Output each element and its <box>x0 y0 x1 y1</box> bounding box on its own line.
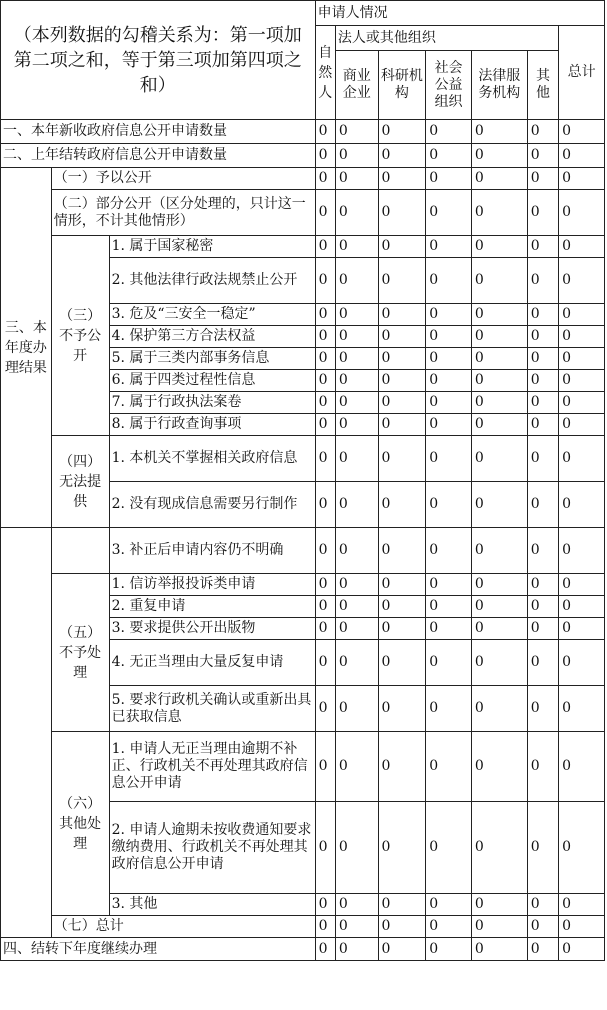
header-applicant: 申请人情况 <box>315 1 604 26</box>
value-cell: 0 <box>315 370 335 392</box>
item-label: 2. 重复申请 <box>109 596 315 618</box>
header-note: （本列数据的勾稽关系为：第一项加第二项之和，等于第三项加第四项之和） <box>1 1 316 120</box>
section-3-continued <box>1 528 52 938</box>
value-cell: 0 <box>315 574 335 596</box>
table-row <box>1 436 605 482</box>
value-cell: 0 <box>527 916 558 938</box>
value-cell: 0 <box>315 144 335 168</box>
value-cell: 0 <box>527 436 558 482</box>
value-cell: 0 <box>426 414 472 436</box>
table-row <box>1 190 605 236</box>
value-cell: 0 <box>335 436 378 482</box>
value-cell: 0 <box>559 190 605 236</box>
header-natural-person: 自然人 <box>315 26 335 120</box>
value-cell: 0 <box>527 528 558 574</box>
value-cell: 0 <box>378 894 426 916</box>
item-label: 3. 补正后申请内容仍不明确 <box>109 528 315 574</box>
row-label-partially-disclosed: （二）部分公开（区分处理的，只计这一情形，不计其他情形） <box>51 190 315 236</box>
value-cell: 0 <box>426 574 472 596</box>
value-cell: 0 <box>527 144 558 168</box>
value-cell: 0 <box>471 436 527 482</box>
value-cell: 0 <box>378 144 426 168</box>
value-cell: 0 <box>378 168 426 190</box>
item-label: 7. 属于行政执法案卷 <box>109 392 315 414</box>
value-cell: 0 <box>315 938 335 961</box>
table-row <box>1 236 605 258</box>
value-cell: 0 <box>559 348 605 370</box>
value-cell: 0 <box>559 414 605 436</box>
value-cell: 0 <box>426 326 472 348</box>
row-label-new-requests: 一、本年新收政府信息公开申请数量 <box>1 120 316 144</box>
value-cell: 0 <box>471 618 527 640</box>
value-cell: 0 <box>335 392 378 414</box>
value-cell: 0 <box>426 686 472 732</box>
value-cell: 0 <box>378 392 426 414</box>
value-cell: 0 <box>315 528 335 574</box>
value-cell: 0 <box>378 938 426 961</box>
value-cell: 0 <box>315 414 335 436</box>
value-cell: 0 <box>335 618 378 640</box>
value-cell: 0 <box>471 144 527 168</box>
value-cell: 0 <box>315 618 335 640</box>
item-label: 3. 其他 <box>109 894 315 916</box>
value-cell: 0 <box>527 574 558 596</box>
item-label: 1. 信访举报投诉类申请 <box>109 574 315 596</box>
value-cell: 0 <box>559 120 605 144</box>
value-cell: 0 <box>527 732 558 802</box>
group-label-cannot-provide: （四）无法提供 <box>51 436 109 528</box>
value-cell: 0 <box>426 894 472 916</box>
value-cell: 0 <box>426 190 472 236</box>
value-cell: 0 <box>527 596 558 618</box>
section-3-label: 三、本年度办理结果 <box>1 168 52 528</box>
value-cell: 0 <box>378 596 426 618</box>
value-cell: 0 <box>378 258 426 304</box>
item-label: 5. 要求行政机关确认或重新出具已获取信息 <box>109 686 315 732</box>
value-cell: 0 <box>426 938 472 961</box>
value-cell: 0 <box>378 618 426 640</box>
value-cell: 0 <box>335 326 378 348</box>
group-label-not-processed: （五）不予处理 <box>51 574 109 732</box>
item-label: 3. 要求提供公开出版物 <box>109 618 315 640</box>
value-cell: 0 <box>527 618 558 640</box>
header-total: 总计 <box>559 26 605 120</box>
item-label: 3. 危及“三安全一稳定” <box>109 304 315 326</box>
value-cell: 0 <box>335 894 378 916</box>
value-cell: 0 <box>378 348 426 370</box>
value-cell: 0 <box>426 392 472 414</box>
item-label: 1. 本机关不掌握相关政府信息 <box>109 436 315 482</box>
value-cell: 0 <box>426 120 472 144</box>
value-cell: 0 <box>559 168 605 190</box>
value-cell: 0 <box>315 258 335 304</box>
value-cell: 0 <box>559 144 605 168</box>
table-row <box>1 120 605 144</box>
value-cell: 0 <box>559 596 605 618</box>
value-cell: 0 <box>559 618 605 640</box>
group-label-other-processing: （六）其他处理 <box>51 732 109 916</box>
value-cell: 0 <box>315 916 335 938</box>
value-cell: 0 <box>471 414 527 436</box>
value-cell: 0 <box>471 732 527 802</box>
item-label: 1. 属于国家秘密 <box>109 236 315 258</box>
value-cell: 0 <box>471 190 527 236</box>
value-cell: 0 <box>527 370 558 392</box>
item-label: 2. 没有现成信息需要另行制作 <box>109 482 315 528</box>
value-cell: 0 <box>315 894 335 916</box>
value-cell: 0 <box>315 236 335 258</box>
value-cell: 0 <box>426 732 472 802</box>
value-cell: 0 <box>378 732 426 802</box>
value-cell: 0 <box>426 618 472 640</box>
value-cell: 0 <box>471 370 527 392</box>
value-cell: 0 <box>315 120 335 144</box>
value-cell: 0 <box>527 392 558 414</box>
row-label-carry-forward: 四、结转下年度继续办理 <box>1 938 316 961</box>
value-cell: 0 <box>527 168 558 190</box>
value-cell: 0 <box>471 894 527 916</box>
value-cell: 0 <box>315 348 335 370</box>
value-cell: 0 <box>471 596 527 618</box>
value-cell: 0 <box>471 258 527 304</box>
value-cell: 0 <box>315 168 335 190</box>
value-cell: 0 <box>471 528 527 574</box>
value-cell: 0 <box>426 528 472 574</box>
value-cell: 0 <box>559 574 605 596</box>
value-cell: 0 <box>527 894 558 916</box>
value-cell: 0 <box>378 916 426 938</box>
value-cell: 0 <box>527 304 558 326</box>
item-label: 6. 属于四类过程性信息 <box>109 370 315 392</box>
value-cell: 0 <box>471 916 527 938</box>
value-cell: 0 <box>335 528 378 574</box>
value-cell: 0 <box>426 168 472 190</box>
group-cell-empty <box>51 528 109 574</box>
value-cell: 0 <box>335 236 378 258</box>
value-cell: 0 <box>559 732 605 802</box>
table-row <box>1 528 605 574</box>
value-cell: 0 <box>378 304 426 326</box>
value-cell: 0 <box>335 938 378 961</box>
value-cell: 0 <box>378 414 426 436</box>
table-row <box>1 938 605 961</box>
value-cell: 0 <box>315 640 335 686</box>
item-label: 5. 属于三类内部事务信息 <box>109 348 315 370</box>
table-row <box>1 144 605 168</box>
value-cell: 0 <box>378 528 426 574</box>
value-cell: 0 <box>527 482 558 528</box>
header-legal-group: 法人或其他组织 <box>335 26 558 51</box>
value-cell: 0 <box>559 938 605 961</box>
value-cell: 0 <box>471 304 527 326</box>
value-cell: 0 <box>335 640 378 686</box>
value-cell: 0 <box>527 258 558 304</box>
value-cell: 0 <box>527 938 558 961</box>
value-cell: 0 <box>559 392 605 414</box>
value-cell: 0 <box>527 120 558 144</box>
value-cell: 0 <box>559 894 605 916</box>
item-label: 8. 属于行政查询事项 <box>109 414 315 436</box>
header-research: 科研机构 <box>378 51 426 120</box>
value-cell: 0 <box>471 686 527 732</box>
value-cell: 0 <box>426 370 472 392</box>
value-cell: 0 <box>471 802 527 894</box>
item-label: 4. 保护第三方合法权益 <box>109 326 315 348</box>
value-cell: 0 <box>471 348 527 370</box>
value-cell: 0 <box>426 436 472 482</box>
value-cell: 0 <box>335 258 378 304</box>
value-cell: 0 <box>335 802 378 894</box>
value-cell: 0 <box>315 482 335 528</box>
value-cell: 0 <box>335 596 378 618</box>
value-cell: 0 <box>527 190 558 236</box>
value-cell: 0 <box>527 348 558 370</box>
value-cell: 0 <box>335 348 378 370</box>
value-cell: 0 <box>559 686 605 732</box>
value-cell: 0 <box>335 732 378 802</box>
table-row <box>1 916 605 938</box>
value-cell: 0 <box>559 640 605 686</box>
value-cell: 0 <box>471 236 527 258</box>
value-cell: 0 <box>378 370 426 392</box>
value-cell: 0 <box>335 168 378 190</box>
value-cell: 0 <box>426 482 472 528</box>
value-cell: 0 <box>426 802 472 894</box>
value-cell: 0 <box>378 326 426 348</box>
value-cell: 0 <box>471 482 527 528</box>
value-cell: 0 <box>335 120 378 144</box>
value-cell: 0 <box>315 436 335 482</box>
header-commercial: 商业企业 <box>335 51 378 120</box>
item-label: 4. 无正当理由大量反复申请 <box>109 640 315 686</box>
value-cell: 0 <box>335 482 378 528</box>
value-cell: 0 <box>471 326 527 348</box>
value-cell: 0 <box>426 304 472 326</box>
value-cell: 0 <box>335 916 378 938</box>
value-cell: 0 <box>335 414 378 436</box>
group-label-not-disclosed: （三）不予公开 <box>51 236 109 436</box>
value-cell: 0 <box>527 326 558 348</box>
table-row <box>1 732 605 802</box>
item-label: 1. 申请人无正当理由逾期不补正、行政机关不再处理其政府信息公开申请 <box>109 732 315 802</box>
value-cell: 0 <box>471 392 527 414</box>
value-cell: 0 <box>315 732 335 802</box>
value-cell: 0 <box>471 120 527 144</box>
header-legal-service: 法律服务机构 <box>471 51 527 120</box>
value-cell: 0 <box>559 304 605 326</box>
item-label: 2. 其他法律行政法规禁止公开 <box>109 258 315 304</box>
value-cell: 0 <box>527 686 558 732</box>
value-cell: 0 <box>471 938 527 961</box>
value-cell: 0 <box>335 144 378 168</box>
value-cell: 0 <box>559 436 605 482</box>
value-cell: 0 <box>378 574 426 596</box>
item-label: 2. 申请人逾期未按收费通知要求缴纳费用、行政机关不再处理其政府信息公开申请 <box>109 802 315 894</box>
value-cell: 0 <box>559 258 605 304</box>
value-cell: 0 <box>335 304 378 326</box>
value-cell: 0 <box>426 144 472 168</box>
value-cell: 0 <box>378 686 426 732</box>
value-cell: 0 <box>559 916 605 938</box>
value-cell: 0 <box>426 258 472 304</box>
value-cell: 0 <box>315 190 335 236</box>
value-cell: 0 <box>335 574 378 596</box>
value-cell: 0 <box>559 326 605 348</box>
value-cell: 0 <box>335 190 378 236</box>
value-cell: 0 <box>559 236 605 258</box>
value-cell: 0 <box>378 190 426 236</box>
value-cell: 0 <box>527 640 558 686</box>
value-cell: 0 <box>426 236 472 258</box>
value-cell: 0 <box>471 574 527 596</box>
value-cell: 0 <box>335 686 378 732</box>
value-cell: 0 <box>559 482 605 528</box>
row-label-total: （七）总计 <box>51 916 315 938</box>
value-cell: 0 <box>315 392 335 414</box>
value-cell: 0 <box>471 640 527 686</box>
value-cell: 0 <box>426 916 472 938</box>
value-cell: 0 <box>378 236 426 258</box>
value-cell: 0 <box>315 304 335 326</box>
value-cell: 0 <box>378 120 426 144</box>
value-cell: 0 <box>471 168 527 190</box>
value-cell: 0 <box>315 596 335 618</box>
header-other: 其他 <box>527 51 558 120</box>
value-cell: 0 <box>527 802 558 894</box>
header-social: 社会公益组织 <box>426 51 472 120</box>
value-cell: 0 <box>378 802 426 894</box>
row-label-disclosed: （一）予以公开 <box>51 168 315 190</box>
value-cell: 0 <box>315 326 335 348</box>
value-cell: 0 <box>426 596 472 618</box>
table-row <box>1 168 605 190</box>
value-cell: 0 <box>559 802 605 894</box>
value-cell: 0 <box>335 370 378 392</box>
value-cell: 0 <box>378 482 426 528</box>
value-cell: 0 <box>315 686 335 732</box>
value-cell: 0 <box>559 528 605 574</box>
row-label-carried-over: 二、上年结转政府信息公开申请数量 <box>1 144 316 168</box>
value-cell: 0 <box>315 802 335 894</box>
value-cell: 0 <box>426 640 472 686</box>
value-cell: 0 <box>378 640 426 686</box>
value-cell: 0 <box>559 370 605 392</box>
value-cell: 0 <box>378 436 426 482</box>
value-cell: 0 <box>527 236 558 258</box>
value-cell: 0 <box>426 348 472 370</box>
table-row <box>1 574 605 596</box>
value-cell: 0 <box>527 414 558 436</box>
